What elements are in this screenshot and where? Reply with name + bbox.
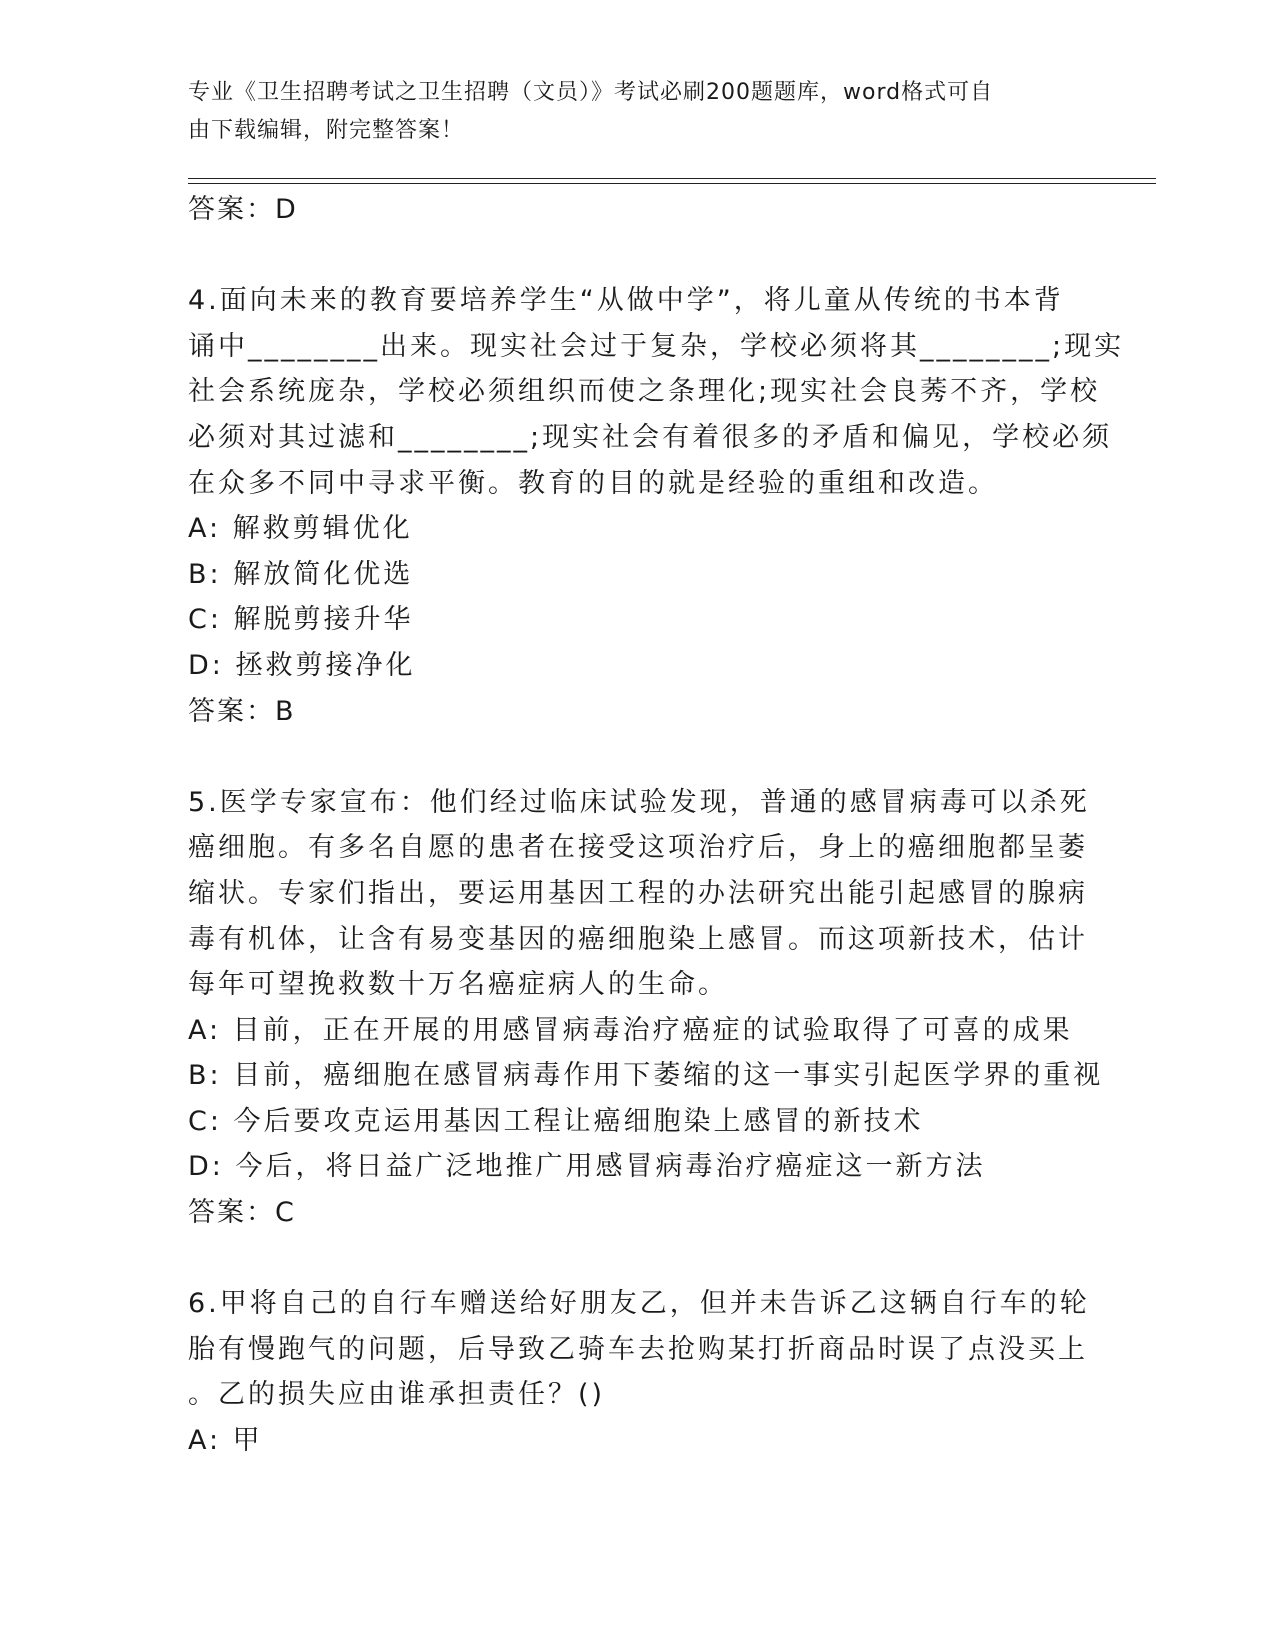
question-text-line: 5.医学专家宣布：他们经过临床试验发现，普通的感冒病毒可以杀死 [188,786,1090,818]
answer-line: 答案：D [188,194,298,225]
header-divider [188,178,1156,179]
question-6 [188,1281,1088,1463]
question-text-line: 诵中________出来。现实社会过于复杂，学校必须将其________;现实 [188,330,1125,362]
option-d: D: 今后，将日益广泛地推广用感冒病毒治疗癌症这一新方法 [188,1151,986,1183]
question-text-line: 必须对其过滤和________;现实社会有着很多的矛盾和偏见，学校必须 [188,421,1113,453]
option-b: B: 解放简化优选 [188,558,414,590]
document-header [188,74,1068,150]
question-text-line: 社会系统庞杂，学校必须组织而使之条理化;现实社会良莠不齐，学校 [188,376,1101,408]
option-b: B: 目前，癌细胞在感冒病毒作用下萎缩的这一事实引起医学界的重视 [188,1060,1104,1092]
question-text-line: 6.甲将自己的自行车赠送给好朋友乙，但并未告诉乙这辆自行车的轮 [188,1288,1090,1320]
option-a: A: 解救剪辑优化 [188,513,413,545]
header-divider [188,183,1156,184]
blank-line [188,734,1088,780]
question-text-line: 胎有慢跑气的问题，后导致乙骑车去抢购某打折商品时误了点没买上 [188,1333,1088,1365]
option-c: C: 今后要攻克运用基因工程让癌细胞染上感冒的新技术 [188,1105,924,1137]
answer-line: 答案：C [188,1197,296,1229]
question-text-line: 癌细胞。有多名自愿的患者在接受这项治疗后，身上的癌细胞都呈萎 [188,832,1088,864]
option-a: A: 甲 [188,1425,263,1457]
header-line: 专业《卫生招聘考试之卫生招聘（文员）》考试必刷200题题库，word格式可自 [188,80,994,105]
question-text-line: 毒有机体，让含有易变基因的癌细胞染上感冒。而这项新技术，估计 [188,923,1088,955]
header-line: 由下载编辑，附完整答案！ [188,118,465,143]
question-text-line: 。乙的损失应由谁承担责任？() [188,1379,606,1411]
question-text-line: 每年可望挽救数十万名癌症病人的生命。 [188,969,728,1001]
question-text-line: 缩状。专家们指出，要运用基因工程的办法研究出能引起感冒的腺病 [188,877,1088,909]
question-text-line: 4.面向未来的教育要培养学生“从做中学”，将儿童从传统的书本背 [188,285,1064,317]
question-5 [188,780,1104,1236]
document-body [188,187,1125,1464]
blank-line [188,233,1088,279]
blank-line [188,1236,1088,1282]
option-c: C: 解脱剪接升华 [188,604,414,636]
question-text-line: 在众多不同中寻求平衡。教育的目的就是经验的重组和改造。 [188,467,998,499]
answer-line: 答案：B [188,695,296,727]
option-a: A: 目前，正在开展的用感冒病毒治疗癌症的试验取得了可喜的成果 [188,1014,1073,1046]
question-4 [188,278,1125,734]
option-d: D: 拯救剪接净化 [188,649,416,681]
